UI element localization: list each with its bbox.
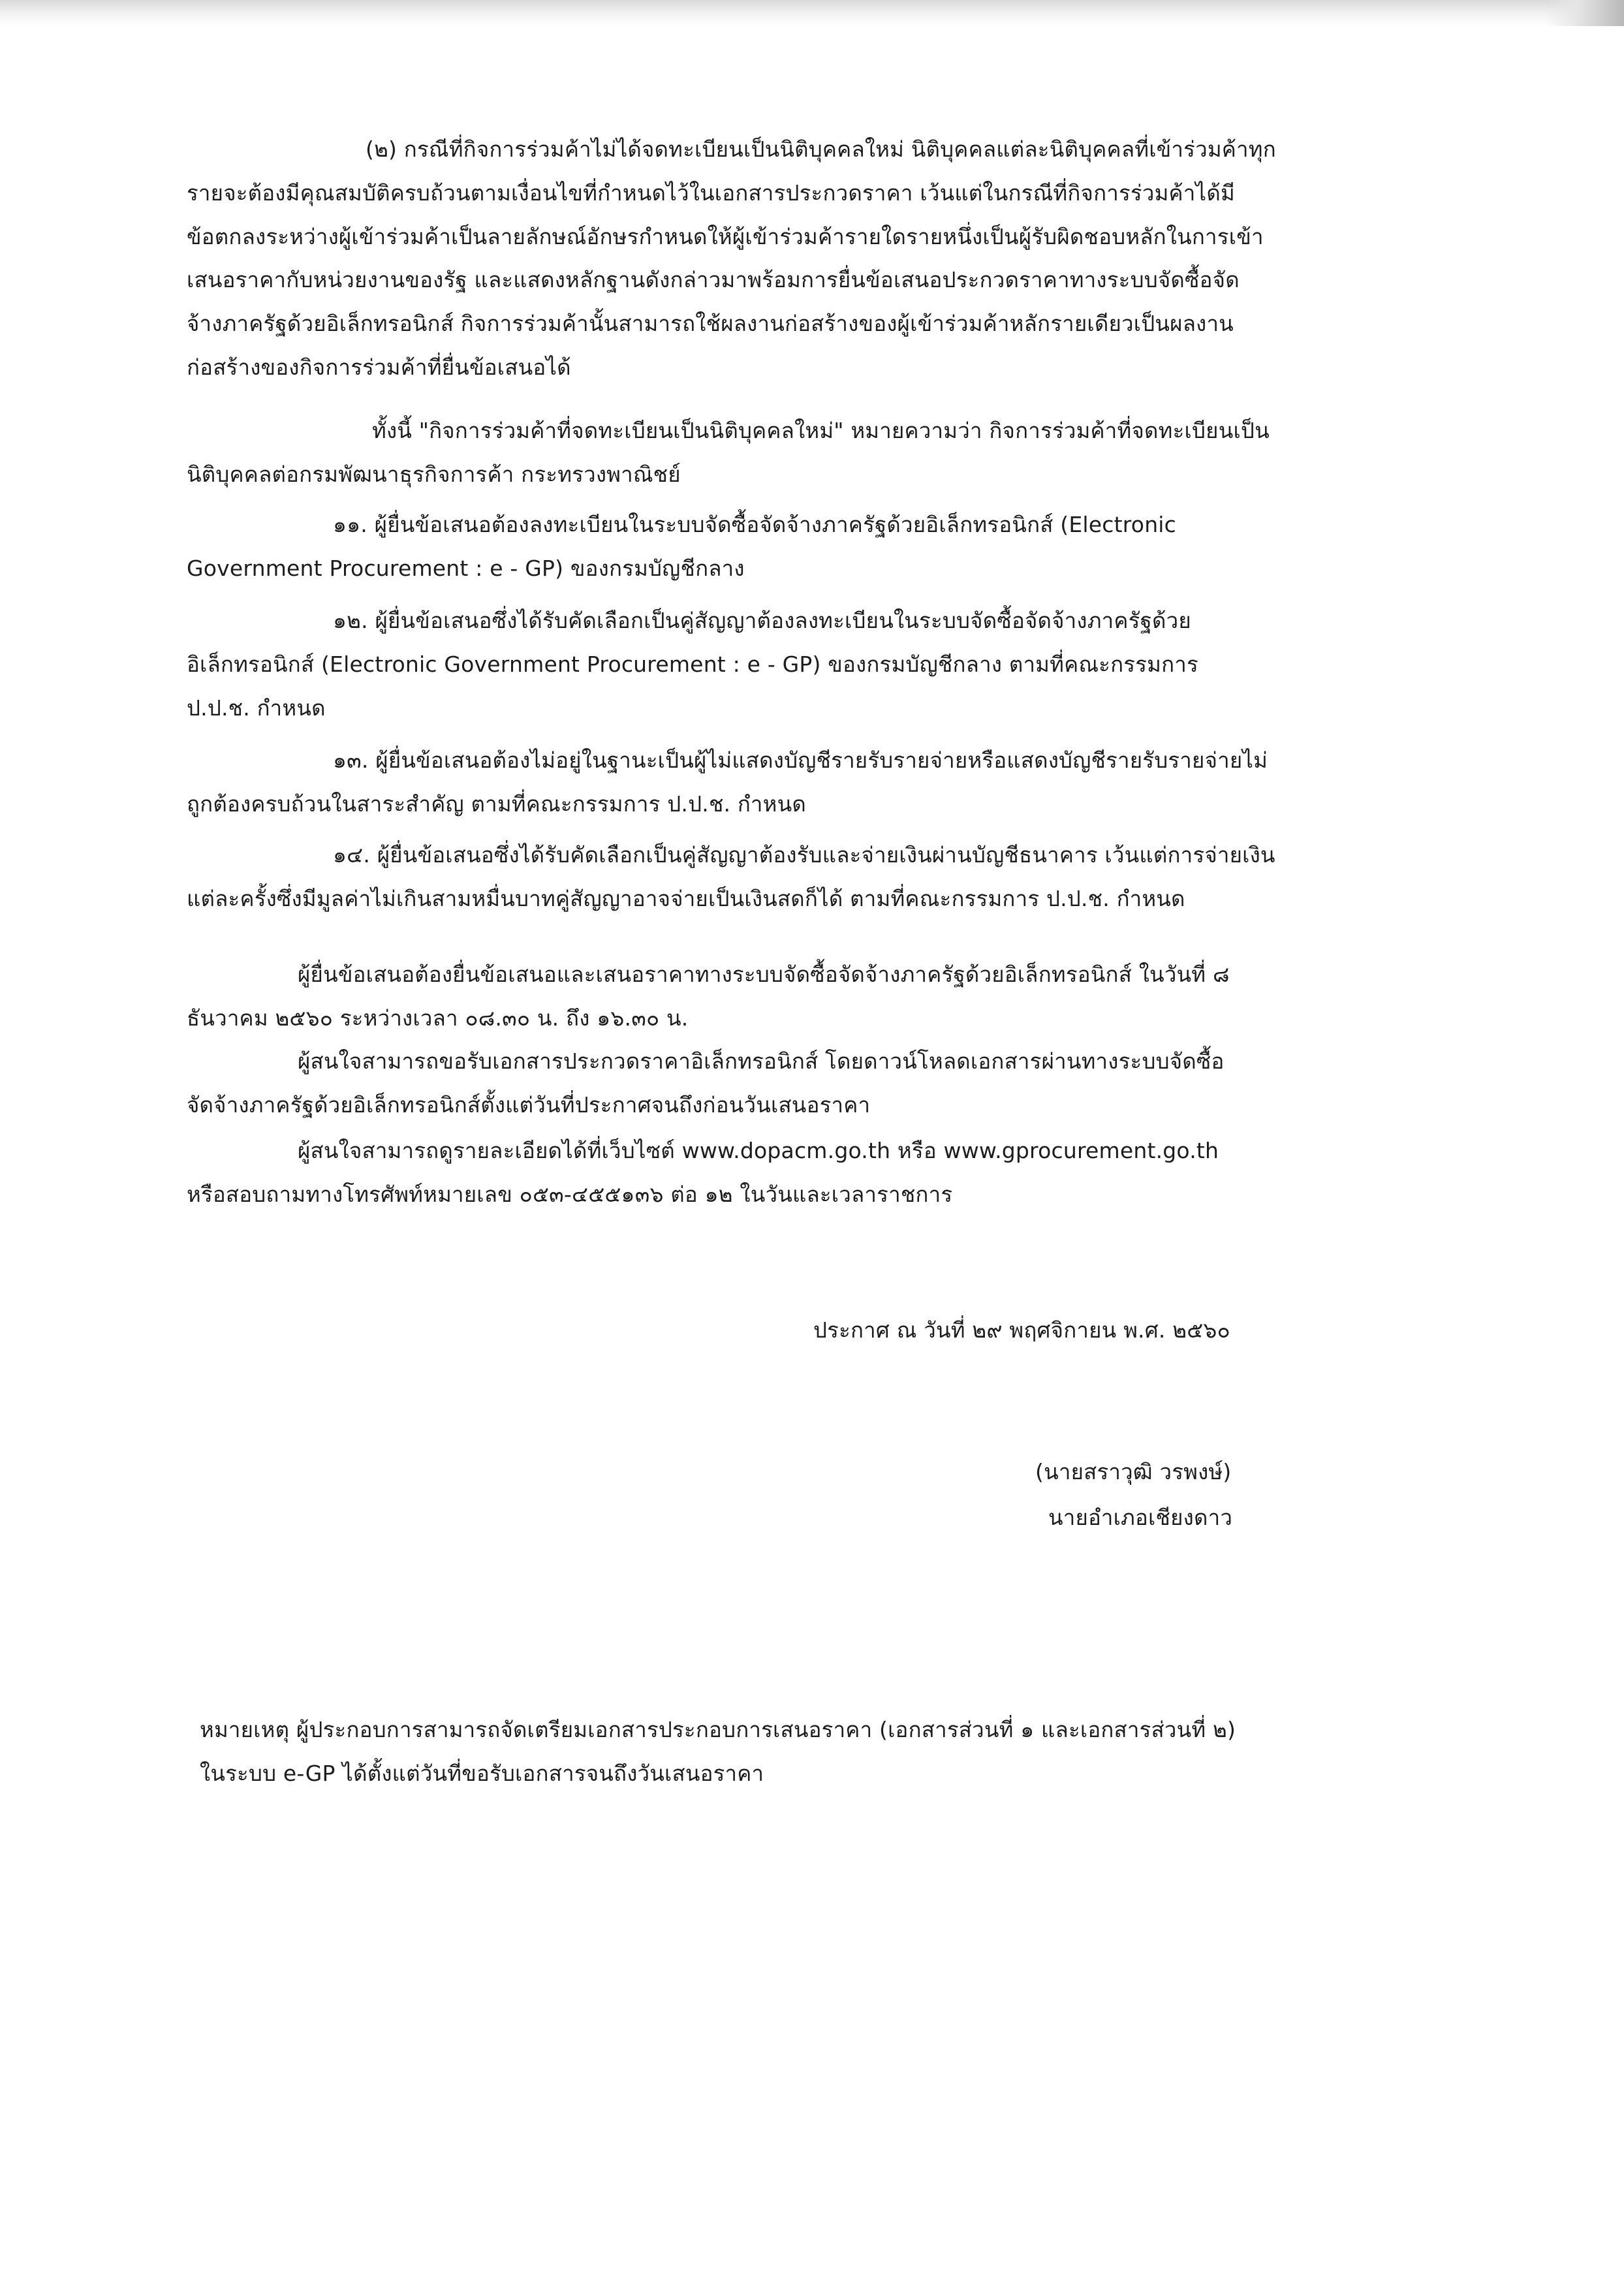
signatory-position: นายอำเภอเชียงดาว: [1048, 1505, 1233, 1530]
clause-11-line-2: Government Procurement : e - GP) ของกรมบัญชีกลาง: [187, 556, 745, 581]
submission-line-2: ธันวาคม ๒๕๖๐ ระหว่างเวลา ๐๘.๓๐ น. ถึง ๑๖.๓๐ น.: [187, 1005, 689, 1031]
clause-joint-venture-line-1: (๒) กรณีที่กิจการร่วมค้าไม่ได้จดทะเบียนเป็นนิติบุคคลใหม่ นิติบุคคลแต่ละนิติบุคคลที่เข้าร่วมค้าทุก: [366, 136, 1276, 162]
download-line-2: จัดจ้างภาครัฐด้วยอิเล็กทรอนิกส์ตั้งแต่วันที่ประกาศจนถึงก่อนวันเสนอราคา: [187, 1092, 871, 1118]
download-line-1: ผู้สนใจสามารถขอรับเอกสารประกวดราคาอิเล็กทรอนิกส์ โดยดาวน์โหลดเอกสารผ่านทางระบบจัดซื้อ: [298, 1048, 1225, 1074]
remark-line-2: ในระบบ e-GP ได้ตั้งแต่วันที่ขอรับเอกสารจนถึงวันเสนอราคา: [200, 1761, 764, 1786]
remark-line-1: หมายเหตุ ผู้ประกอบการสามารถจัดเตรียมเอกสารประกอบการเสนอราคา (เอกสารส่วนที่ ๑ และเอกสารส่วนที่ ๒): [200, 1717, 1236, 1742]
clause-12-line-2: อิเล็กทรอนิกส์ (Electronic Government Procurement : e - GP) ของกรมบัญชีกลาง ตามที่คณะกรรมการ: [187, 651, 1198, 677]
contact-line-1: ผู้สนใจสามารถดูรายละเอียดได้ที่เว็บไซต์ www.dopacm.go.th หรือ www.gprocurement.go.th: [298, 1138, 1219, 1163]
clause-joint-venture-line-4: เสนอราคากับหน่วยงานของรัฐ และแสดงหลักฐานดังกล่าวมาพร้อมการยื่นข้อเสนอประกวดราคาทางระบบจัดซื้อจัด: [187, 267, 1240, 292]
announcement-date: ประกาศ ณ วันที่ ๒๙ พฤศจิกายน พ.ศ. ๒๕๖๐: [813, 1317, 1230, 1343]
clause-12-line-3: ป.ป.ช. กำหนด: [187, 695, 326, 721]
signatory-name: (นายสราวุฒิ วรพงษ์): [1035, 1459, 1232, 1484]
clause-11-line-1: ๑๑. ผู้ยื่นข้อเสนอต้องลงทะเบียนในระบบจัดซื้อจัดจ้างภาครัฐด้วยอิเล็กทรอนิกส์ (Electronic: [333, 512, 1177, 537]
contact-line-2: หรือสอบถามทางโทรศัพท์หมายเลข ๐๕๓-๔๕๕๑๓๖ ต่อ ๑๒ ในวันและเวลาราชการ: [187, 1182, 953, 1207]
submission-line-1: ผู้ยื่นข้อเสนอต้องยื่นข้อเสนอและเสนอราคาทางระบบจัดซื้อจัดจ้างภาครัฐด้วยอิเล็กทรอนิกส์ ในวันที่ ๘: [298, 962, 1230, 987]
clause-definition-line-2: นิติบุคคลต่อกรมพัฒนาธุรกิจการค้า กระทรวงพาณิชย์: [187, 462, 681, 487]
clause-13-line-2: ถูกต้องครบถ้วนในสาระสำคัญ ตามที่คณะกรรมการ ป.ป.ช. กำหนด: [187, 791, 806, 817]
clause-12-line-1: ๑๒. ผู้ยื่นข้อเสนอซึ่งได้รับคัดเลือกเป็นคู่สัญญาต้องลงทะเบียนในระบบจัดซื้อจัดจ้างภาครัฐด้วย: [333, 608, 1191, 633]
clause-joint-venture-line-2: รายจะต้องมีคุณสมบัติครบถ้วนตามเงื่อนไขที่กำหนดไว้ในเอกสารประกวดราคา เว้นแต่ในกรณีที่กิจการร่วมค้าได้มี: [187, 180, 1235, 206]
clause-14-line-1: ๑๔. ผู้ยื่นข้อเสนอซึ่งได้รับคัดเลือกเป็นคู่สัญญาต้องรับและจ่ายเงินผ่านบัญชีธนาคาร เว้นแต่การจ่ายเงิน: [333, 842, 1275, 868]
clause-joint-venture-line-3: ข้อตกลงระหว่างผู้เข้าร่วมค้าเป็นลายลักษณ์อักษรกำหนดให้ผู้เข้าร่วมค้ารายใดรายหนึ่งเป็นผู้รับผิดชอบหลักในการเข้า: [187, 224, 1264, 249]
clause-joint-venture-line-5: จ้างภาครัฐด้วยอิเล็กทรอนิกส์ กิจการร่วมค้านั้นสามารถใช้ผลงานก่อสร้างของผู้เข้าร่วมค้าหลักรายเดียวเป็นผลงาน: [187, 311, 1234, 336]
clause-definition-line-1: ทั้งนี้ "กิจการร่วมค้าที่จดทะเบียนเป็นนิติบุคคลใหม่" หมายความว่า กิจการร่วมค้าที่จดทะเบียนเป็น: [372, 418, 1270, 443]
clause-13-line-1: ๑๓. ผู้ยื่นข้อเสนอต้องไม่อยู่ในฐานะเป็นผู้ไม่แสดงบัญชีรายรับรายจ่ายหรือแสดงบัญชีรายรับรายจ่ายไม่: [333, 747, 1268, 773]
clause-14-line-2: แต่ละครั้งซึ่งมีมูลค่าไม่เกินสามหมื่นบาทคู่สัญญาอาจจ่ายเป็นเงินสดก็ได้ ตามที่คณะกรรมการ ป.ป.ช. กำหนด: [187, 886, 1185, 911]
clause-joint-venture-line-6: ก่อสร้างของกิจการร่วมค้าที่ยื่นข้อเสนอได้: [187, 354, 571, 380]
